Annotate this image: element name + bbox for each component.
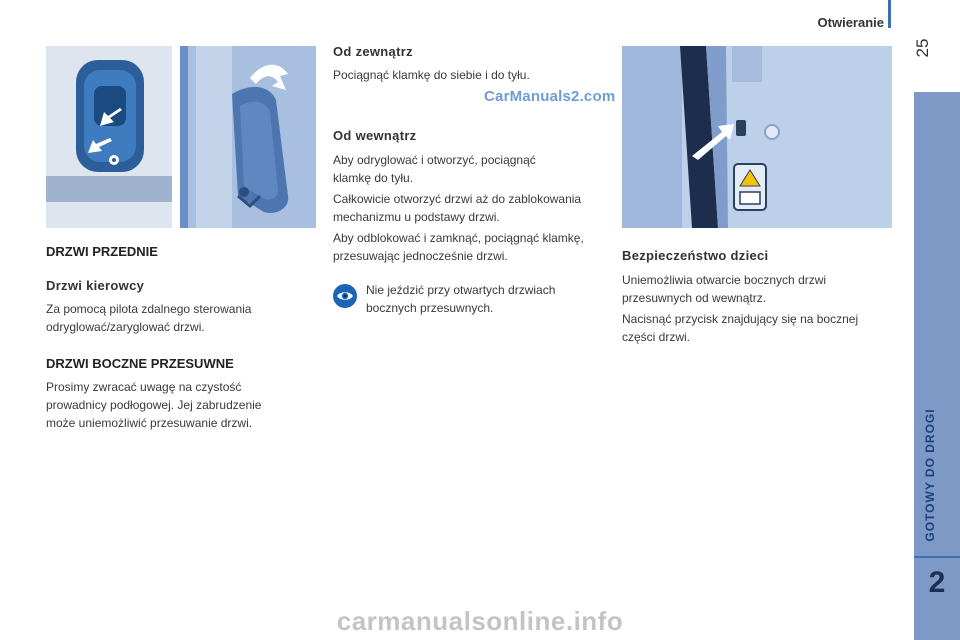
header-accent-bar [888, 0, 891, 28]
outside-text: Pociągnąć klamkę do siebie i do tyłu. [333, 68, 530, 82]
child-safety-p1-line-1: Uniemożliwia otwarcie bocznych drzwi [622, 273, 827, 287]
warning-text [366, 281, 606, 317]
child-safety-text [622, 271, 902, 346]
inside-p3-line-2: przesuwając jednocześnie drzwi. [333, 249, 508, 263]
inside-text [333, 151, 609, 265]
inside-p2-line-2: mechanizmu u podstawy drzwi. [333, 210, 500, 224]
watermark-bottom: carmanualsonline.info [336, 606, 624, 636]
inside-p1-line-2: klamkę do tyłu. [333, 171, 414, 185]
child-safety-p2-line-1: Nacisnąć przycisk znajdujący się na bocznej [622, 312, 859, 326]
chapter-divider [914, 556, 960, 558]
chapter-number: 2 [928, 566, 946, 599]
driver-door-heading: Drzwi kierowcy [46, 278, 145, 293]
driver-door-line-1: Za pomocą pilota zdalnego sterowania [46, 302, 252, 316]
inside-p3-line-1: Aby odblokować i zamknąć, pociągnąć klamkę, [333, 231, 584, 245]
inside-heading: Od wewnątrz [333, 128, 417, 143]
sliding-doors-heading: DRZWI BOCZNE PRZESUWNE [46, 356, 234, 371]
warning-line-1: Nie jeździć przy otwartych drzwiach [366, 283, 556, 297]
sliding-doors-line-3: może uniemożliwić przesuwanie drzwi. [46, 416, 253, 430]
key-fob-illustration [46, 46, 172, 228]
outside-heading: Od zewnątrz [333, 44, 413, 59]
door-handle-illustration [180, 46, 316, 228]
eye-icon [333, 284, 357, 308]
inside-p2-line-1: Całkowicie otworzyć drzwi aż do zablokowania [333, 192, 582, 206]
driver-door-text [46, 300, 316, 336]
page-number: 25 [913, 38, 932, 58]
child-safety-p2-line-2: części drzwi. [622, 330, 691, 344]
sliding-doors-line-2: prowadnicy podłogowej. Jej zabrudzenie [46, 398, 262, 412]
watermark-top: CarManuals2.com [484, 88, 616, 105]
warning-line-2: bocznych przesuwnych. [366, 301, 494, 315]
inside-p1-line-1: Aby odryglować i otworzyć, pociągnąć [333, 153, 536, 167]
sliding-doors-text [46, 378, 316, 432]
child-safety-p1-line-2: przesuwnych od wewnątrz. [622, 291, 767, 305]
driver-door-line-2: odryglować/zaryglować drzwi. [46, 320, 205, 334]
front-doors-heading: DRZWI PRZEDNIE [46, 244, 158, 259]
child-safety-heading: Bezpieczeństwo dzieci [622, 248, 769, 263]
child-lock-illustration [622, 46, 892, 228]
chapter-label: GOTOWY DO DROGI [923, 408, 937, 542]
section-title: Otwieranie [817, 15, 884, 30]
sliding-doors-line-1: Prosimy zwracać uwagę na czystość [46, 380, 242, 394]
